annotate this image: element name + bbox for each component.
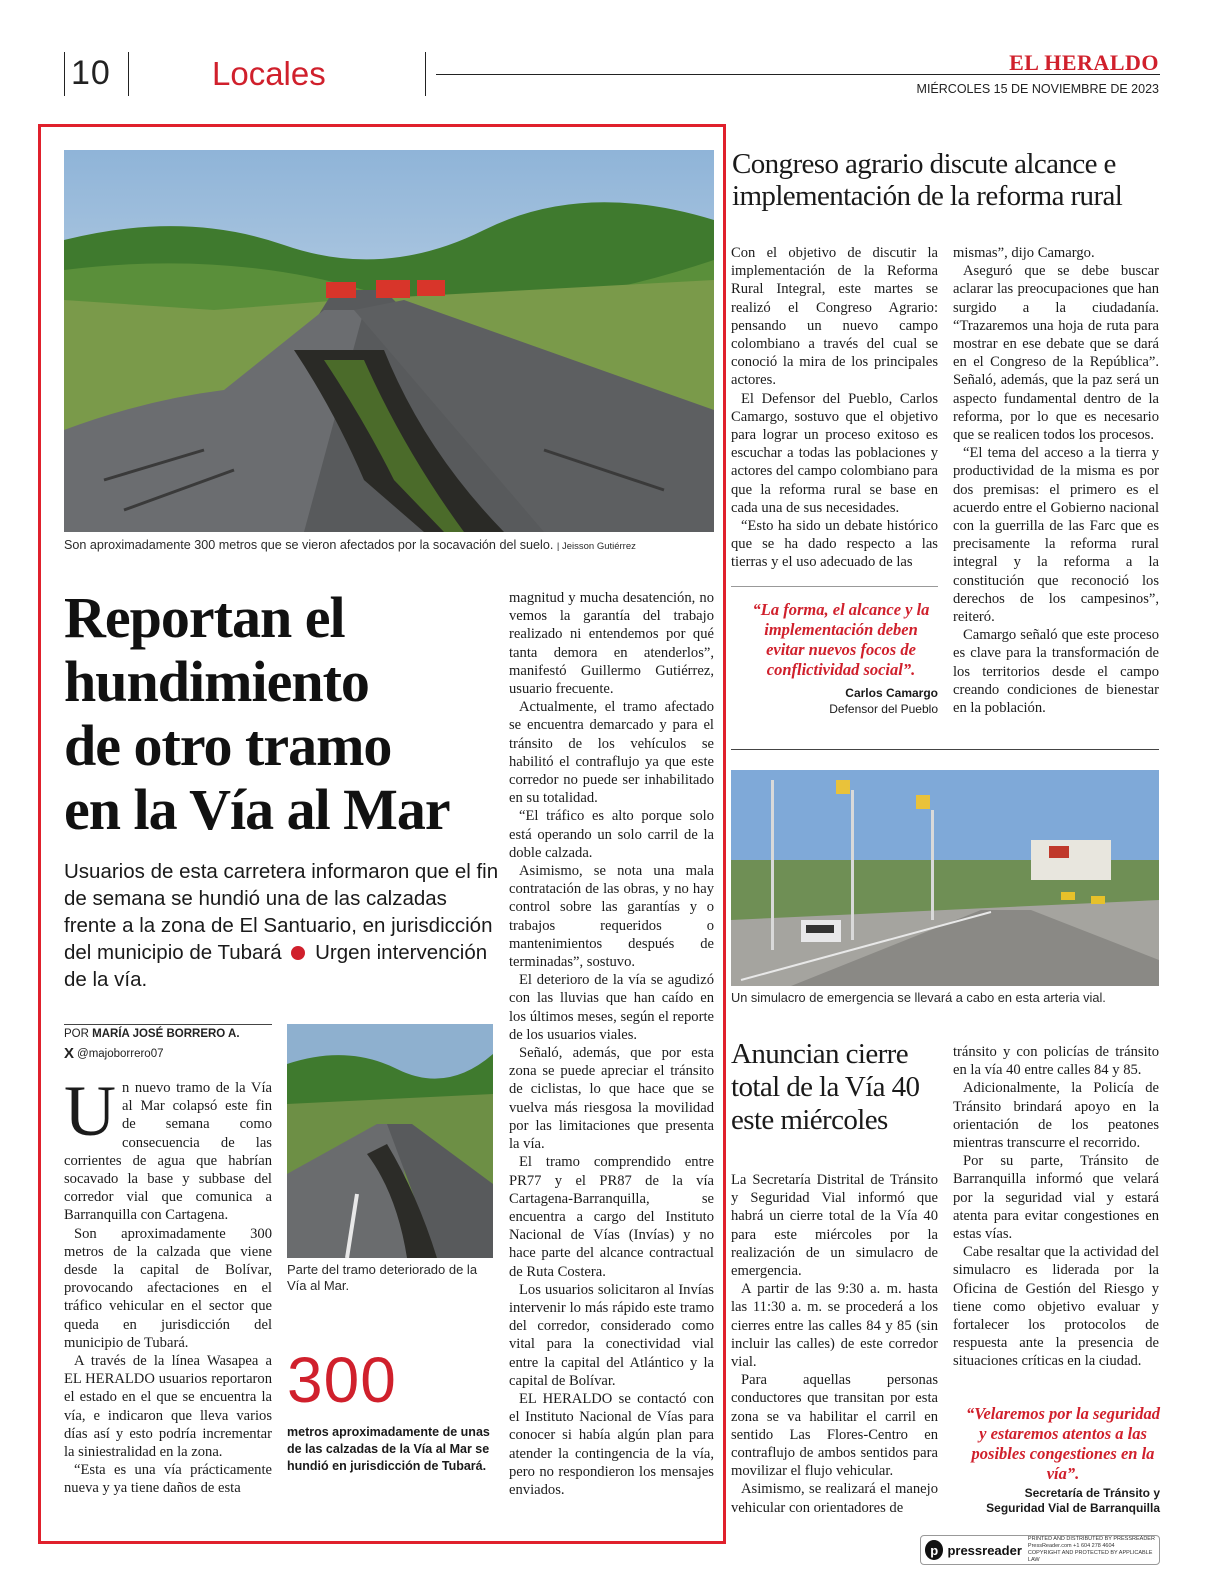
byline-author: MARÍA JOSÉ BORRERO A. (92, 1028, 240, 1040)
main-story-column-3 (509, 589, 714, 1499)
social-handle[interactable]: @majoborrero07 (77, 1047, 164, 1060)
bullet-dot-icon (291, 946, 305, 960)
stat-number: 300 (287, 1344, 397, 1416)
stat-description: metros aproximadamente de unas de las calzadas de la Vía al Mar se hundió en jurisdicción de Tubará. (287, 1425, 490, 1473)
pressreader-legal-line-3: COPYRIGHT AND PROTECTED BY APPLICABLE LAW (1027, 1550, 1153, 1563)
via40-photo-caption: Un simulacro de emergencia se llevará a cabo en esta arteria vial. (731, 990, 1106, 1005)
via40-pull-quote: “Velaremos por la seguridad y estaremos atentos a las posibles congestiones en la vía”. (966, 1404, 1160, 1483)
pressreader-p-icon: p (925, 1540, 943, 1560)
main-photo-collapsed-road (64, 150, 714, 532)
main-story-paragraph: magnitud y mucha desatención, no vemos la garantía del trabajo realizado ni entendemos por qué tanta demora en atenderlos”, manifestó Guillermo Gutiérrez, usuario frecuente. (509, 590, 714, 698)
agro-quote-author: Carlos Camargo (845, 686, 938, 700)
pressreader-legal (1028, 1536, 1155, 1564)
agro-paragraph: Camargo señaló que este proceso es clave para la transformación de los territorios desde el campo creando condiciones de bienestar en la población. (953, 627, 1159, 717)
via40-paragraph: tránsito y con policías de tránsito en la vía 40 entre calles 84 y 85. (953, 1044, 1159, 1079)
main-subhead (64, 858, 500, 993)
via40-paragraph: Adicionalmente, la Policía de Tránsito brindará apoyo en la orientación de los peatones mientras transcurre el recorrido. (953, 1080, 1159, 1152)
via40-paragraph: Asimismo, se realizará el manejo vehicular con orientadores de (731, 1481, 938, 1516)
agro-headline: Congreso agrario discute alcance e implementación de la reforma rural (732, 148, 1123, 212)
inset-photo-damaged-road (287, 1024, 493, 1258)
page-number: 10 (71, 54, 111, 92)
inset-photo-caption: Parte del tramo deteriorado de la Vía al Mar. (287, 1262, 478, 1293)
main-story-paragraph: Los usuarios solicitaron al Invías intervenir lo más rápido este tramo del corredor, considerado como vital para la conectividad vial entre la capital del Atlántico y la capital de Bolívar. (509, 1281, 714, 1389)
header-rule-mid (128, 52, 129, 96)
via40-paragraph: Para aquellas personas conductores que transitan por esta zona se va habilitar el carril en sentido Las Flores-Centro en contraflujo de ambos sentidos para movilizar el flujo vehicular. (731, 1372, 938, 1480)
main-story-paragraph: “Esta es una vía prácticamente nueva y ya tiene daños de esta (64, 1462, 272, 1497)
main-story-paragraph: EL HERALDO se contactó con el Instituto Nacional de Vías para conocer si había algún plan para atender la contingencia de la vía, pero no respondieron los mensajes enviados. (509, 1390, 714, 1498)
via40-quote-author-line-1: Secretaría de Tránsito y (1024, 1486, 1160, 1500)
main-subhead-text: Usuarios de esta carretera informaron que el fin de semana se hundió una de las calzadas frente a la zona de El Santuario, en jurisdicción del municipio de Tubará (64, 860, 499, 964)
main-story-paragraph: Asimismo, se nota una mala contratación de las obras, y no hay control sobre las garantías y o trabajos requeridos o mantenimientos después de terminadas”, sostuvo. (509, 863, 714, 971)
main-story-column-1 (64, 1071, 272, 1498)
agro-paragraph: El Defensor del Pueblo, Carlos Camargo, sostuvo que el objetivo para lograr un proceso exitoso es escuchar a todas las poblaciones y actores del campo colombiano para que la reforma rural se base en cada una de sus necesidades. (731, 390, 938, 516)
via40-quote-author-line-2: Seguridad Vial de Barranquilla (986, 1501, 1160, 1515)
byline-rule (64, 1024, 272, 1025)
agro-paragraph: “El tema del acceso a la tierra y productividad de la misma es por dos premisas: el primero es el acuerdo entre el Gobierno nacional con la guerrilla de las Farc que es precisamente la reforma rural integral y la reforma a la constitución que reconoció los derechos de los campesinos”, reiteró. (953, 445, 1159, 626)
header-rule-left (64, 52, 65, 96)
agro-paragraph: mismas”, dijo Camargo. (953, 245, 1095, 261)
via40-paragraph: Cabe resaltar que la actividad del simulacro es liderada por la Oficina de Gestión del Riesgo y tiene como objetivo evaluar y fortalecer los protocolos de respuesta ante la presencia de situaciones críticas en la ciudad. (953, 1244, 1159, 1370)
section-name: Locales (212, 55, 326, 92)
via40-column-1 (731, 1171, 938, 1517)
via40-quote-author (944, 1486, 1160, 1516)
agro-quote-rule (731, 586, 938, 587)
main-headline-line-3: de otro tramo (64, 713, 392, 778)
main-headline-line-4: en la Vía al Mar (64, 777, 450, 842)
via40-headline: Anuncian cierre total de la Vía 40 este miércoles (731, 1038, 920, 1136)
main-story-paragraph: El tramo comprendido entre PR77 y el PR87 de la vía Cartagena-Barranquilla, se encuentra a cargo del Instituto Nacional de Vías (Invías) y no hace parte del alcance contractual de Ruta Costera. (509, 1154, 714, 1280)
main-story-paragraph: Son aproximadamente 300 metros de la calzada que viene desde la capital de Bolívar, provocando afectaciones en el tráfico vehicular en el sector que queda en jurisdicción del municipio de Tubará. (64, 1225, 272, 1351)
agro-quote-role: Defensor del Pueblo (829, 702, 938, 716)
agro-paragraph: Aseguró que se debe buscar aclarar las preocupaciones que han surgido a la ciudadanía. “Trazaremos una hoja de ruta para mostrar en ese debate que se dará en el Congreso de la República”. Señaló, además, que la paz será un aspecto fundamental dentro de la reforma, por lo que es necesario que se realicen todos los procesos. (953, 263, 1159, 444)
main-headline-line-1: Reportan el (64, 585, 345, 650)
main-story-paragraph: A través de la línea Wasapea a EL HERALDO usuarios reportaron el estado en el que se encuentra la vía, e indicaron que lleva varios días así y esto podría incrementar la siniestralidad en la zona. (64, 1353, 272, 1461)
main-headline-line-2: hundimiento (64, 649, 369, 714)
main-story-paragraph: Señaló, además, que por esta zona se puede apreciar el tránsito de ciclistas, lo que hace que se vuelva más riesgosa la movilidad por las limitaciones que presenta la vía. (509, 1045, 714, 1153)
agro-column-2 (953, 244, 1159, 717)
via40-paragraph: A partir de las 9:30 a. m. hasta las 11:30 a. m. se procederá a los cierres entre las calles 84 y 85 (sin incluir las calles) de este corredor vial. (731, 1281, 938, 1371)
drop-cap: U (64, 1071, 116, 1151)
byline-prefix: POR (64, 1028, 89, 1040)
brand-logo: EL HERALDO (1009, 50, 1159, 75)
pressreader-legal-line-2: PressReader.com +1 604 278 4604 (1027, 1543, 1115, 1549)
header-rule-right (425, 52, 426, 96)
pressreader-name: pressreader (947, 1542, 1022, 1558)
page-date: MIÉRCOLES 15 DE NOVIEMBRE DE 2023 (916, 82, 1159, 96)
via40-paragraph: La Secretaría Distrital de Tránsito y Seguridad Vial informó que habrá un cierre total de la Vía 40 para este miércoles por la realización de un simulacro de emergencia. (731, 1172, 938, 1280)
main-story-paragraph: El deterioro de la vía se agudizó con las lluvias que han caído en los últimos meses, según el reporte de los usuarios viales. (509, 972, 714, 1043)
main-story-lead-paragraph: n nuevo tramo de la Vía al Mar colapsó este fin de semana como consecuencia de las corrientes de agua que habrían socavado la base y subbase del corredor vial que comunica a Barranquilla con Cartagena. (64, 1080, 272, 1224)
agro-pull-quote: “La forma, el alcance y la implementación deben evitar nuevos focos de conflictividad social”. (752, 600, 930, 679)
main-photo-caption-text: Son aproximadamente 300 metros que se vieron afectados por la socavación del suelo. (64, 538, 554, 552)
main-photo-credit: | Jeisson Gutiérrez (556, 541, 636, 552)
via40-column-2 (953, 1043, 1159, 1371)
agro-paragraph: Con el objetivo de discutir la implementación de la Reforma Rural Integral, este martes se realizó el Congreso Agrario: pensando un nuevo campo colombiano a través del cual se conoció la mira de los principales actores. (731, 245, 938, 389)
section-divider (731, 749, 1159, 750)
pressreader-legal-line-1: PRINTED AND DISTRIBUTED BY PRESSREADER (1027, 1536, 1155, 1542)
agro-column-1 (731, 244, 938, 572)
main-photo-caption (64, 537, 714, 555)
main-story-paragraph: Actualmente, el tramo afectado se encuentra demarcado y para el tránsito de los vehículos se habilitó el contraflujo ya que este corredor no puede ser inhabilitado en su totalidad. (509, 699, 714, 807)
main-headline (64, 586, 496, 842)
via40-photo-street (731, 770, 1159, 986)
byline-social[interactable] (64, 1045, 163, 1062)
via40-paragraph: Por su parte, Tránsito de Barranquilla informó que velará por la seguridad vial y estará atenta para evitar congestiones en estas vías. (953, 1153, 1159, 1243)
x-logo-icon: X (64, 1045, 75, 1062)
main-story-paragraph: “El tráfico es alto porque solo está operando un solo carril de la doble calzada. (509, 808, 714, 861)
byline (64, 1028, 240, 1040)
main-subhead-tail: Urgen intervención de la vía. (64, 941, 488, 991)
pressreader-badge[interactable] (920, 1535, 1160, 1565)
agro-paragraph: “Esto ha sido un debate histórico que se ha dado respecto a las tierras y el uso adecuado de las (731, 518, 938, 571)
